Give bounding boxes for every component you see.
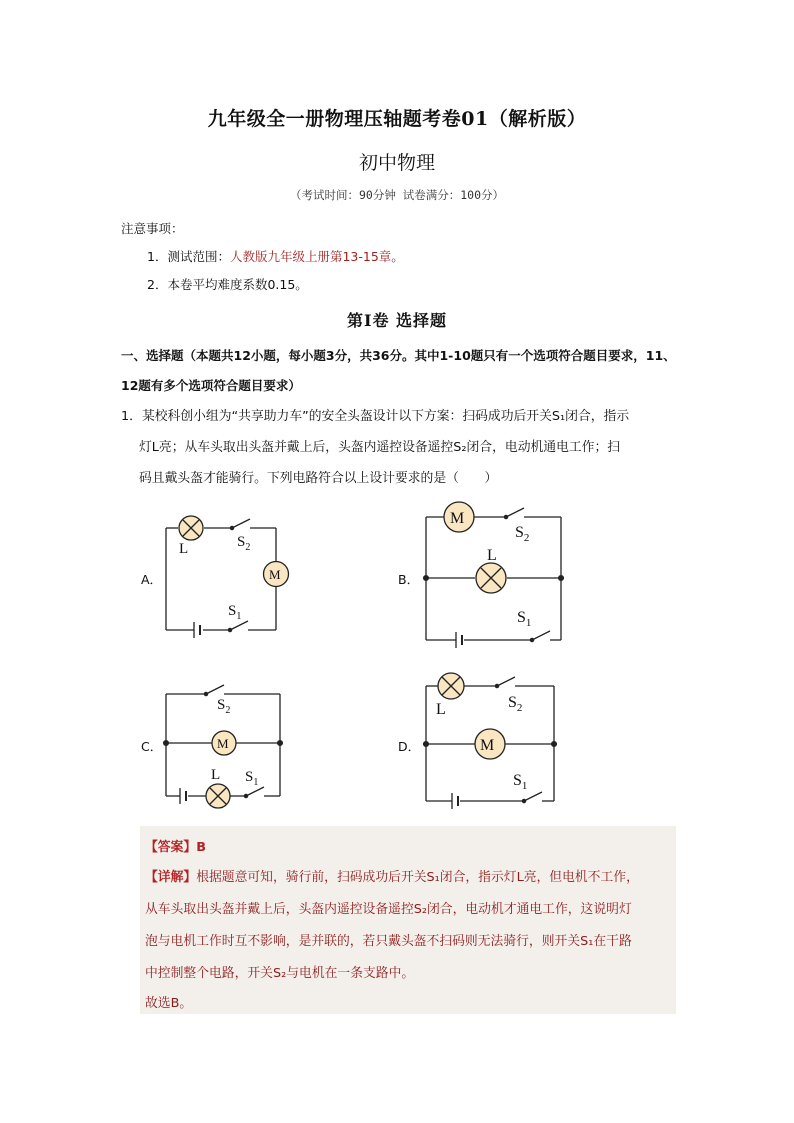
option-d-label: D． — [398, 739, 421, 754]
question-group-instructions: 一、选择题（本题共12小题，每小题3分，共36分。其中1-10题只有一个选项符合题目要求，11、12题有多个选项符合题目要求） — [121, 348, 676, 393]
detail-line-1: 根据题意可知，骑行前，扫码成功后开关S₁闭合，指示灯L亮，但电机不工作， — [196, 870, 639, 885]
document-subtitle: 初中物理 — [358, 152, 435, 174]
answer-value: B — [196, 840, 206, 855]
notes-item-1-suffix: 。 — [391, 249, 404, 264]
answer-line — [145, 836, 206, 855]
option-a-label: A． — [141, 572, 163, 587]
label-c-switch1: $S_1$ — [245, 769, 259, 788]
label-c-switch2: $S_2$ — [217, 697, 231, 716]
answer-conclusion: 故选B。 — [145, 996, 193, 1011]
question-1-line-2: 灯L亮；从车头取出头盔并戴上后，头盔内遥控设备遥控S₂闭合，电动机通电工作；扫 — [139, 440, 621, 455]
label-a-switch1: $S_1$ — [228, 603, 242, 622]
notes-heading: 注意事项： — [121, 221, 184, 236]
document-title: 九年级全一册物理压轴题考卷01（解析版） — [207, 108, 587, 130]
detail-line-4: 中控制整个电路，开关S₂与电机在一条支路中。 — [145, 966, 415, 981]
notes-item-1-highlight: 人教版九年级上册第13-15章 — [229, 249, 392, 264]
label-d-lamp: L — [436, 701, 446, 718]
notes-item-1-prefix: 1．测试范围： — [147, 249, 230, 264]
label-a-switch2: $S_2$ — [237, 534, 251, 553]
label-d-switch2: $S_2$ — [508, 694, 523, 714]
exam-info: （考试时间：90分钟 试卷满分：100分） — [289, 188, 505, 202]
detail-tag: 【详解】 — [145, 870, 197, 885]
notes-item-2: 2．本卷平均难度系数0.15。 — [147, 277, 308, 292]
label-b-motor: M — [450, 510, 465, 527]
label-b-switch2: $S_2$ — [515, 524, 530, 544]
section-title: 第Ⅰ卷 选择题 — [346, 311, 448, 330]
label-c-motor: M — [217, 736, 229, 751]
label-d-switch1: $S_1$ — [513, 772, 528, 792]
label-b-switch1: $S_1$ — [517, 609, 532, 629]
question-1-line-3: 码且戴头盔才能骑行。下列电路符合以上设计要求的是（ ） — [139, 471, 498, 486]
detail-line-3: 泡与电机工作时互不影响，是并联的，若只戴头盔不扫码则无法骑行，则开关S₁在干路 — [145, 934, 632, 949]
label-d-motor: M — [480, 737, 495, 754]
option-c-label: C． — [141, 739, 163, 754]
question-1-line-1: 1．某校科创小组为“共享助力车”的安全头盔设计以下方案：扫码成功后开关S₁闭合，指示 — [121, 409, 630, 424]
label-a-lamp: L — [179, 541, 189, 557]
label-a-motor: M — [269, 567, 281, 582]
answer-detail — [145, 862, 675, 990]
detail-line-2: 从车头取出头盔并戴上后，头盔内遥控设备遥控S₂闭合，电动机才通电工作，这说明灯 — [145, 902, 632, 917]
label-c-lamp: L — [211, 767, 221, 783]
option-b-label: B． — [398, 572, 420, 587]
label-b-lamp: L — [487, 547, 497, 564]
circuit-b — [424, 502, 564, 648]
answer-tag: 【答案】 — [145, 840, 197, 855]
